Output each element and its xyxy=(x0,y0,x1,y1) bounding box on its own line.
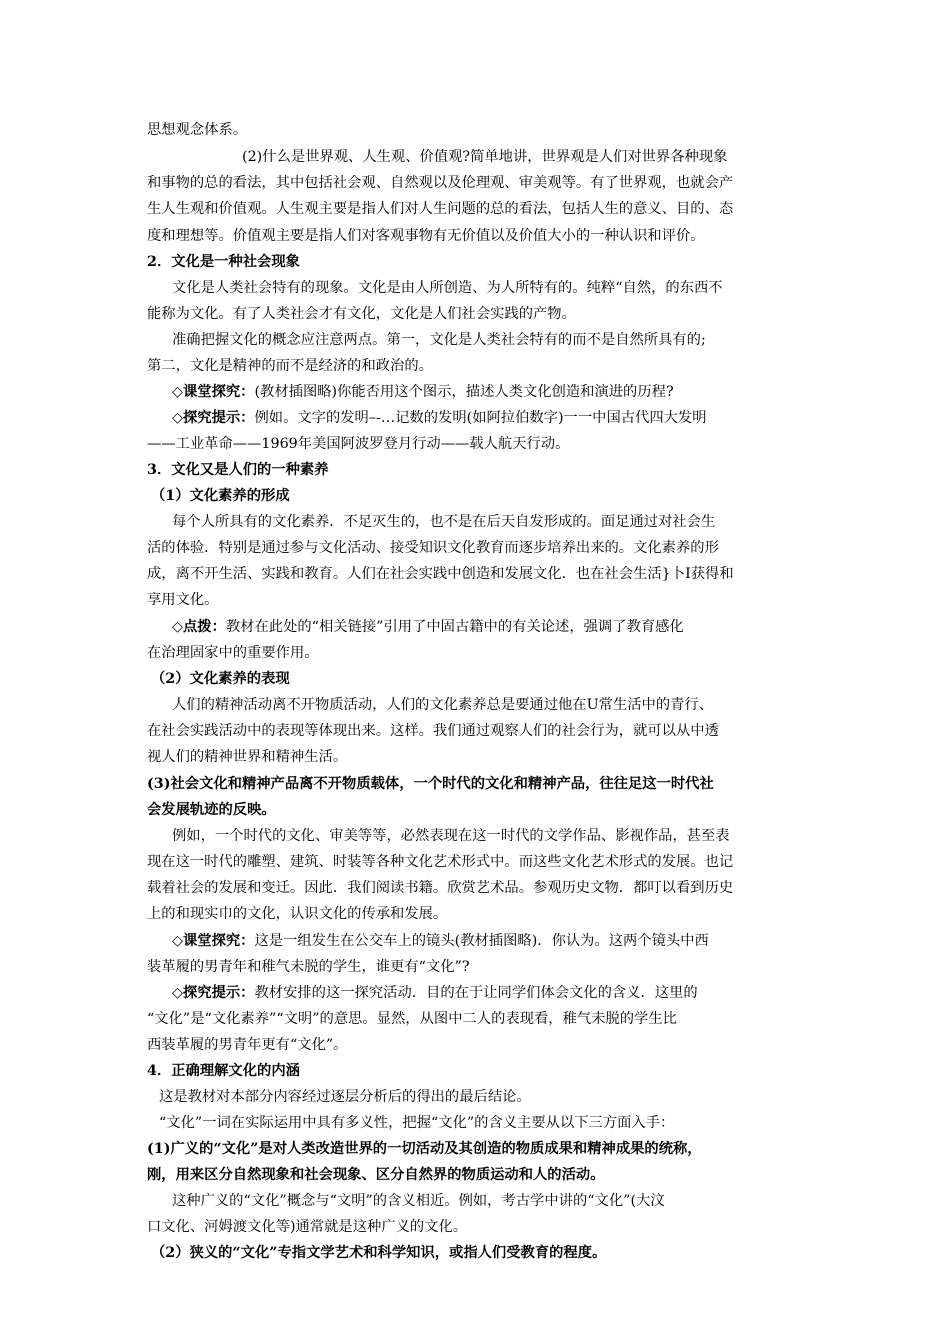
body-text-line: 现在这一时代的雕塑、建筑、时装等各种文化艺术形式中。而这些文化艺术形式的发展。也记 xyxy=(147,854,734,870)
body-text-line: 上的和现实巾的文化，认识文化的传承和发展。 xyxy=(147,906,448,922)
body-text-line: 这种广义的“文化”概念与“文明”的含义相近。例如，考古学中讲的“文化”(大汶 xyxy=(172,1193,665,1209)
section-heading-line: 会发展轨迹的反映。 xyxy=(147,802,276,818)
section-heading-line: 2．文化是一种社会现象 xyxy=(147,254,300,270)
body-text-line: 度和理想等。价值观主要是指人们对客观事物有无价值以及价值大小的一种认识和评价。 xyxy=(147,228,705,244)
callout-label: ◇课堂探究： xyxy=(172,384,255,400)
body-text-line: 活的体验．特别是通过参与文化活动、接受知识文化教育而逐步培养出来的。文化素养的形 xyxy=(147,540,719,556)
section-heading-line: 刚，用来区分自然现象和社会现象、区分自然界的物质运动和人的活动。 xyxy=(147,1167,605,1183)
body-text-line: 西装革履的男青年更有“文化”。 xyxy=(147,1037,348,1053)
body-text-line: 视人们的精神世界和精神生活。 xyxy=(147,749,348,765)
callout-text: 教材在此处的“相关链接”引用了中固古籍中的有关论述，强调了教育感化 xyxy=(225,619,684,635)
body-text-line: 能称为文化。有了人类社会才有文化，文化是人们社会实践的产物。 xyxy=(147,306,576,322)
body-text-line: “文化”一词在实际运用中具有多义性，把握“文化”的含义主要从以下三方面入手： xyxy=(159,1115,675,1131)
body-text-line: 每个人所具有的文化素养．不足灭生的，也不是在后天自发形成的。面足通过对社会生 xyxy=(172,514,716,530)
body-text-line: 成，离不开生活、实践和教育。人们在社会实践中创造和发展文化．也在社会生活}卜I获得和 xyxy=(147,566,734,582)
callout-text: 这是一组发生在公交车上的镜头(教材插图略)．你认为。这两个镜头中西 xyxy=(254,933,709,949)
body-text-line: 准确把握文化的概念应注意两点。第一，文化是人类社会特有的而不是自然所具有的; xyxy=(172,332,706,348)
body-text-line: 口文化、河姆渡文化等)通常就是这种广义的文化。 xyxy=(147,1219,468,1235)
body-text-line: (2)什么是世界观、人生观、价值观?简单地讲，世界观是人们对世界各种现象 xyxy=(242,149,728,165)
body-text-line xyxy=(172,408,707,428)
body-text-line: 装革履的男青年和稚气未脱的学生，谁更有“文化”? xyxy=(147,959,470,975)
section-heading-line: (1)广义的“文化”是对人类改造世界的一切活动及其创造的物质成果和精神成果的统称， xyxy=(147,1141,702,1157)
body-text-line: 这是教材对本部分内容经过逐层分析后的得出的最后结论。 xyxy=(159,1089,531,1105)
body-text-line xyxy=(172,382,674,402)
callout-label: ◇点拨： xyxy=(172,619,226,635)
section-heading-line: 4．正确理解文化的内涵 xyxy=(147,1063,300,1079)
callout-label: ◇探究提示： xyxy=(172,985,255,1001)
callout-text: 教材安排的这一探究活动．目的在于让同学们体会文化的含义．这里的 xyxy=(254,985,698,1001)
body-text-line: 第二，文化是精神的而不是经济的和政治的。 xyxy=(147,358,433,374)
body-text-line: 人们的精神活动离不开物质活动，人们的文化素养总是要通过他在U常生活中的青行、 xyxy=(172,697,714,713)
body-text-line: 生人生观和价值观。人生观主要是指人们对人生问题的总的看法，包括人生的意义、目的、态 xyxy=(147,201,734,217)
body-text-line xyxy=(172,931,709,951)
body-text-line: 文化是人类社会特有的现象。文化是由人所创造、为人所特有的。纯粹“自然，的东西不 xyxy=(172,280,723,296)
body-text-line: 例如，一个时代的文化、审美等等，必然表现在这一时代的文学作品、影视作品，甚至表 xyxy=(172,828,730,844)
body-text-line xyxy=(172,983,698,1003)
body-text-line: 在社会实践活动中的表现等体现出来。这样。我们通过观察人们的社会行为，就可以从中透 xyxy=(147,723,719,739)
body-text-line: 思想观念体系。 xyxy=(147,122,248,138)
body-text-line: ——工业革命——1969年美国阿波罗登月行动——载人航天行动。 xyxy=(147,436,570,452)
body-text-line: 在治理固家中的重要作用。 xyxy=(147,645,319,661)
body-text-line: 载着社会的发展和变迁。因此．我们阅读书籍。欣赏艺术品。参观历史文物．都叮以看到历史 xyxy=(147,880,734,896)
body-text-line: “文化”是“文化素养”“文明”的意思。显然，从图中二人的表现看，稚气未脱的学生比 xyxy=(147,1011,677,1027)
callout-label: ◇课堂探究： xyxy=(172,933,255,949)
callout-text: 例如。文字的发明–-…记数的发明(如阿拉伯数字)一一中国古代四大发明 xyxy=(254,410,707,426)
section-heading-line: (3)社会文化和精神产品离不开物质载体，一个时代的文化和精神产品，往往足这一时代社 xyxy=(147,776,714,792)
body-text-line xyxy=(172,617,684,637)
section-heading-line: （2）狭义的“文化”专指文学艺术和科学知识，或指人们受教育的程度。 xyxy=(151,1245,607,1261)
callout-text: (教材插图略)你能否用这个图示，描述人类文化创造和演进的历程? xyxy=(254,384,674,400)
section-heading-line: （1）文化素养的形成 xyxy=(151,488,290,504)
callout-label: ◇探究提示： xyxy=(172,410,255,426)
section-heading-line: （2）文化素养的表现 xyxy=(151,671,290,687)
body-text-line: 享用文化。 xyxy=(147,592,219,608)
section-heading-line: 3．文化又是人们的一种素养 xyxy=(147,462,329,478)
body-text-line: 和事物的总的看法，其中包括社会观、自然观以及伦理观、审美观等。有了世界观，也就会产 xyxy=(147,175,734,191)
